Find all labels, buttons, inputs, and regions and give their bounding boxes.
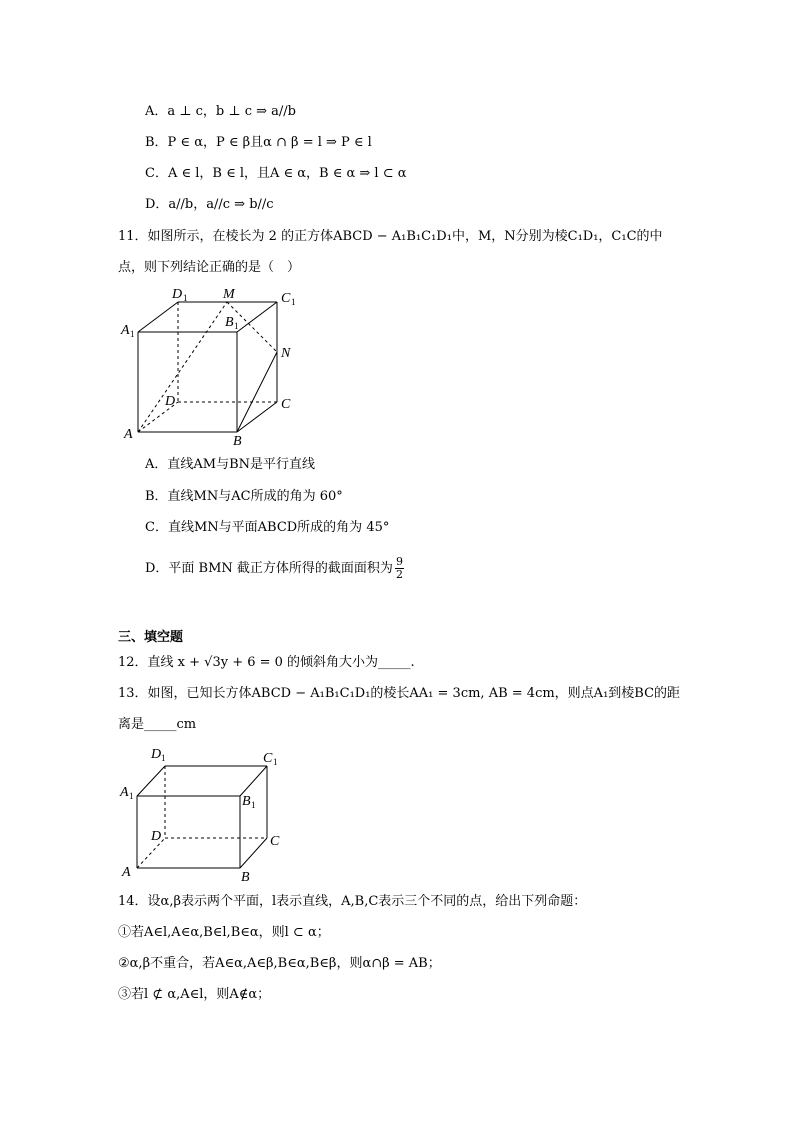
q11-stem-line1: 11．如图所示，在棱长为 2 的正方体ABCD − A₁B₁C₁D₁中，M，N分别为棱C₁D₁，C₁C的中 [118, 229, 663, 244]
label-b1-sub: 1 [234, 321, 239, 331]
q10-option-b: B．P ∈ α，P ∈ β且α ∩ β = l ⇒ P ∈ l [145, 135, 372, 150]
q11-option-b: B．直线MN与AC所成的角为 60° [145, 489, 343, 504]
q13-stem-line1: 13．如图，已知长方体ABCD − A₁B₁C₁D₁的棱长AA₁ = 3cm, AB = 4cm，则点A₁到棱BC的距 [118, 686, 681, 701]
q10-option-c: C．A ∈ l，B ∈ l，且A ∈ α，B ∈ α ⇒ l ⊂ α [145, 166, 407, 181]
label-d: D [165, 394, 176, 409]
q14-stem: 14．设α,β表示两个平面，l表示直线，A,B,C表示三个不同的点，给出下列命题： [118, 894, 587, 909]
label-b: B [233, 434, 242, 449]
label-b: B [241, 870, 250, 883]
label-a: A [124, 427, 133, 442]
label-c1: C [281, 291, 291, 306]
q11-option-d [145, 556, 404, 581]
label-d1: D [172, 287, 183, 302]
q14-item-2: ②α,β不重合，若A∈α,A∈β,B∈α,B∈β，则α∩β = AB； [118, 956, 441, 971]
label-d1: D [151, 747, 162, 762]
label-c1-sub: 1 [273, 757, 278, 767]
q11-stem-line2: 点，则下列结论正确的是（ ） [118, 260, 301, 275]
q11-cube-figure [110, 280, 320, 450]
fraction [395, 556, 404, 581]
label-d1-sub: 1 [161, 753, 166, 763]
q11-option-d-text: D．平面 BMN 截正方体所得的截面面积为 [145, 561, 393, 576]
label-d: D [151, 829, 162, 844]
label-m: M [223, 287, 235, 302]
label-b1: B [225, 315, 234, 330]
label-a1: A [121, 323, 130, 338]
fraction-numerator: 9 [395, 555, 403, 568]
label-c: C [281, 397, 291, 412]
label-a1-sub: 1 [129, 791, 134, 801]
label-a: A [122, 865, 131, 880]
q11-option-c: C．直线MN与平面ABCD所成的角为 45° [145, 520, 390, 535]
label-n: N [281, 346, 291, 361]
q10-option-a: A．a ⊥ c，b ⊥ c ⇒ a//b [145, 104, 296, 119]
label-c1: C [263, 751, 273, 766]
label-a1: A [120, 785, 129, 800]
q10-option-d: D．a//b，a//c ⇒ b//c [145, 197, 274, 212]
q12-stem: 12．直线 x + √3y + 6 = 0 的倾斜角大小为_____. [118, 655, 415, 670]
label-a1-sub: 1 [130, 329, 135, 339]
q13-cuboid-figure [110, 738, 300, 883]
label-c1-sub: 1 [291, 297, 296, 307]
q13-stem-line2: 离是_____cm [118, 717, 197, 732]
q14-item-3: ③若l ⊄ α,A∈l，则A∉α； [118, 987, 271, 1002]
label-d1-sub: 1 [183, 293, 188, 303]
q14-item-1: ①若A∈l,A∈α,B∈l,B∈α，则l ⊂ α； [118, 925, 330, 940]
q11-option-a: A．直线AM与BN是平行直线 [145, 457, 316, 472]
label-b1: B [242, 794, 251, 809]
label-b1-sub: 1 [251, 800, 256, 810]
label-c: C [270, 834, 280, 849]
section-title: 三、填空题 [118, 630, 184, 645]
fraction-denominator: 2 [395, 568, 403, 581]
